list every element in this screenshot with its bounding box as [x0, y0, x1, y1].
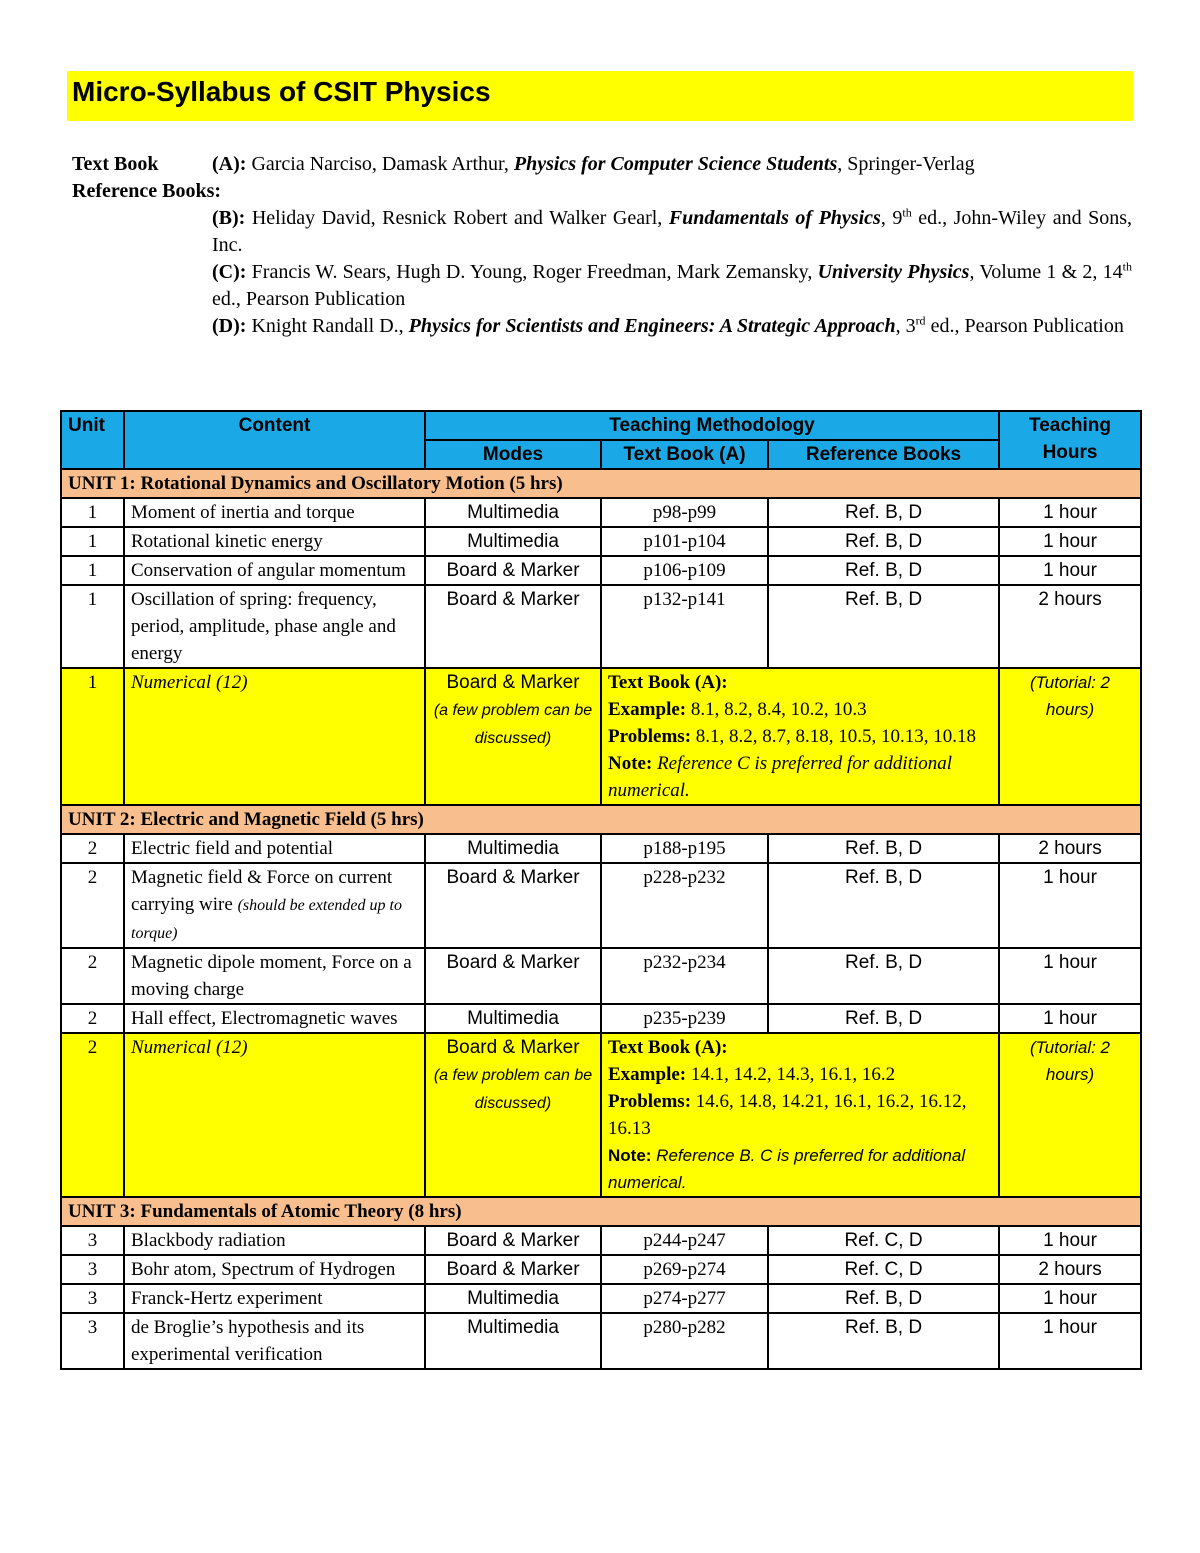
- mode-note: (a few problem can be discussed): [433, 1067, 593, 1112]
- cell-mode: Board & Marker: [425, 1255, 601, 1284]
- example-values: 8.1, 8.2, 8.4, 10.2, 10.3: [686, 699, 867, 720]
- reference-title: University Physics: [817, 261, 970, 283]
- reference-edition-suffix: rd: [915, 313, 926, 328]
- text-book-code: (A):: [212, 153, 247, 175]
- cell-content: Electric field and potential: [124, 834, 425, 863]
- cell-unit: 1: [61, 527, 124, 556]
- header-teaching-methodology: Teaching Methodology: [425, 411, 999, 440]
- cell-pages: p274-p277: [601, 1284, 768, 1313]
- content-text: Magnetic field & Force on current carrying wire: [131, 867, 393, 915]
- cell-mode: Board & Marker: [425, 863, 601, 948]
- header-teaching-hours: [999, 411, 1141, 469]
- text-book-publisher: , Springer-Verlag: [837, 153, 975, 175]
- cell-ref: Ref. B, D: [768, 556, 999, 585]
- cell-hours: 1 hour: [999, 1284, 1141, 1313]
- cell-pages: p244-p247: [601, 1226, 768, 1255]
- reference-authors: Knight Randall D.,: [246, 315, 409, 337]
- table-row: [61, 585, 1141, 668]
- cell-pages: p106-p109: [601, 556, 768, 585]
- cell-hours: 1 hour: [999, 527, 1141, 556]
- cell-mode: [425, 1033, 601, 1197]
- unit-heading-row: [61, 469, 1141, 498]
- header-teaching-hours-line2: Hours: [1042, 442, 1098, 463]
- reference-books-label: Reference Books:: [72, 180, 222, 202]
- reference-code: (B):: [212, 207, 246, 229]
- reference-title: Physics for Scientists and Engineers: A Strategic Approach: [408, 315, 896, 337]
- cell-pages: p132-p141: [601, 585, 768, 668]
- cell-mode: Board & Marker: [425, 1226, 601, 1255]
- cell-pages: p235-p239: [601, 1004, 768, 1033]
- example-label: Example:: [608, 699, 687, 720]
- text-book-ref-label: Text Book (A):: [608, 1037, 728, 1058]
- cell-content: Moment of inertia and torque: [124, 498, 425, 527]
- content-note: (should be extended up to torque): [131, 897, 402, 942]
- cell-ref: Ref. B, D: [768, 527, 999, 556]
- cell-mode: Multimedia: [425, 527, 601, 556]
- cell-content: de Broglie’s hypothesis and its experimental verification: [124, 1313, 425, 1369]
- cell-unit: 1: [61, 556, 124, 585]
- reference-rest: ed., Pearson Publication: [212, 288, 406, 310]
- cell-unit: 2: [61, 1004, 124, 1033]
- header-unit: Unit: [61, 411, 124, 469]
- note-label: Note:: [608, 1146, 652, 1165]
- cell-hours: 1 hour: [999, 863, 1141, 948]
- reference-b: [212, 205, 1132, 259]
- cell-numerical-details: [601, 668, 999, 805]
- tutorial-hours: (Tutorial: 2 hours): [1030, 1038, 1111, 1084]
- note-label: Note:: [608, 753, 653, 774]
- note-text: Reference B. C is preferred for additional numerical.: [608, 1146, 966, 1192]
- table-row: [61, 498, 1141, 527]
- cell-content: Franck-Hertz experiment: [124, 1284, 425, 1313]
- table-row: [61, 834, 1141, 863]
- header-reference-books: Reference Books: [768, 440, 999, 469]
- cell-ref: Ref. C, D: [768, 1226, 999, 1255]
- unit-1-heading: UNIT 1: Rotational Dynamics and Oscillatory Motion (5 hrs): [61, 469, 1141, 498]
- problems-values: 14.6, 14.8, 14.21, 16.1, 16.2, 16.12, 16.13: [608, 1091, 967, 1139]
- cell-mode: Multimedia: [425, 834, 601, 863]
- cell-ref: Ref. C, D: [768, 1255, 999, 1284]
- reference-title: Fundamentals of Physics: [668, 207, 881, 229]
- reference-c: [212, 259, 1132, 313]
- cell-hours: 1 hour: [999, 498, 1141, 527]
- cell-ref: Ref. B, D: [768, 1004, 999, 1033]
- problems-label: Problems:: [608, 1091, 692, 1112]
- cell-unit: 3: [61, 1226, 124, 1255]
- cell-mode: Board & Marker: [425, 585, 601, 668]
- cell-ref: Ref. B, D: [768, 834, 999, 863]
- cell-pages: p280-p282: [601, 1313, 768, 1369]
- unit-heading-row: [61, 805, 1141, 834]
- text-book-label: Text Book: [72, 153, 159, 175]
- reference-edition: , 9: [880, 207, 903, 229]
- cell-pages: p188-p195: [601, 834, 768, 863]
- header-text-book: Text Book (A): [601, 440, 768, 469]
- reference-books-row: [72, 178, 1132, 205]
- reference-edition-suffix: th: [1122, 259, 1132, 274]
- table-row: [61, 1226, 1141, 1255]
- reference-edition: , Volume 1 & 2, 14: [969, 261, 1123, 283]
- cell-content: Rotational kinetic energy: [124, 527, 425, 556]
- text-book-authors: Garcia Narciso, Damask Arthur,: [246, 153, 514, 175]
- header-modes: Modes: [425, 440, 601, 469]
- mode-note: (a few problem can be discussed): [433, 702, 593, 747]
- reference-authors: Francis W. Sears, Hugh D. Young, Roger Freedman, Mark Zemansky,: [246, 261, 818, 283]
- mode-label: Board & Marker: [446, 672, 580, 693]
- cell-hours: 1 hour: [999, 556, 1141, 585]
- cell-unit: 1: [61, 668, 124, 805]
- cell-pages: p232-p234: [601, 948, 768, 1004]
- cell-content: Blackbody radiation: [124, 1226, 425, 1255]
- cell-hours: [999, 1033, 1141, 1197]
- cell-ref: Ref. B, D: [768, 1313, 999, 1369]
- table-row: [61, 556, 1141, 585]
- cell-content: Numerical (12): [124, 1033, 425, 1197]
- syllabus-table: [60, 410, 1142, 1370]
- cell-hours: 2 hours: [999, 834, 1141, 863]
- cell-content: Magnetic dipole moment, Force on a moving charge: [124, 948, 425, 1004]
- text-book-ref-label: Text Book (A):: [608, 672, 728, 693]
- cell-pages: p98-p99: [601, 498, 768, 527]
- unit-2-heading: UNIT 2: Electric and Magnetic Field (5 hrs): [61, 805, 1141, 834]
- header-teaching-hours-line1: Teaching: [1029, 415, 1112, 436]
- cell-mode: Multimedia: [425, 1313, 601, 1369]
- cell-mode: Multimedia: [425, 498, 601, 527]
- cell-unit: 1: [61, 585, 124, 668]
- cell-hours: 1 hour: [999, 948, 1141, 1004]
- cell-content: Oscillation of spring: frequency, period, amplitude, phase angle and energy: [124, 585, 425, 668]
- books-section: [72, 151, 1132, 340]
- cell-hours: 1 hour: [999, 1313, 1141, 1369]
- cell-unit: 3: [61, 1284, 124, 1313]
- cell-unit: 2: [61, 834, 124, 863]
- cell-hours: 2 hours: [999, 1255, 1141, 1284]
- cell-hours: [999, 668, 1141, 805]
- tutorial-hours: (Tutorial: 2 hours): [1030, 673, 1111, 719]
- cell-ref: Ref. B, D: [768, 585, 999, 668]
- header-content: Content: [124, 411, 425, 469]
- cell-content: Conservation of angular momentum: [124, 556, 425, 585]
- table-row: [61, 948, 1141, 1004]
- table-row: [61, 1284, 1141, 1313]
- table-row: [61, 1004, 1141, 1033]
- cell-unit: 2: [61, 1033, 124, 1197]
- numerical-row: [61, 1033, 1141, 1197]
- problems-values: 8.1, 8.2, 8.7, 8.18, 10.5, 10.13, 10.18: [691, 726, 977, 747]
- cell-content: Hall effect, Electromagnetic waves: [124, 1004, 425, 1033]
- cell-unit: 2: [61, 863, 124, 948]
- cell-content: Bohr atom, Spectrum of Hydrogen: [124, 1255, 425, 1284]
- example-label: Example:: [608, 1064, 687, 1085]
- cell-unit: 3: [61, 1255, 124, 1284]
- cell-mode: Multimedia: [425, 1004, 601, 1033]
- reference-code: (D):: [212, 315, 247, 337]
- table-row: [61, 863, 1141, 948]
- cell-ref: Ref. B, D: [768, 498, 999, 527]
- table-row: [61, 1255, 1141, 1284]
- cell-hours: 1 hour: [999, 1004, 1141, 1033]
- cell-hours: 1 hour: [999, 1226, 1141, 1255]
- text-book-row: [72, 151, 1132, 178]
- problems-label: Problems:: [608, 726, 692, 747]
- cell-unit: 1: [61, 498, 124, 527]
- reference-rest: ed., Pearson Publication: [925, 315, 1124, 337]
- cell-unit: 2: [61, 948, 124, 1004]
- note-text: Reference C is preferred for additional numerical.: [608, 753, 953, 801]
- page-title: Micro-Syllabus of CSIT Physics: [67, 71, 1133, 121]
- cell-ref: Ref. B, D: [768, 948, 999, 1004]
- cell-ref: Ref. B, D: [768, 1284, 999, 1313]
- cell-pages: p101-p104: [601, 527, 768, 556]
- unit-heading-row: [61, 1197, 1141, 1226]
- reference-edition: , 3: [895, 315, 916, 337]
- cell-content: Numerical (12): [124, 668, 425, 805]
- cell-pages: p228-p232: [601, 863, 768, 948]
- reference-d: [212, 313, 1132, 340]
- cell-numerical-details: [601, 1033, 999, 1197]
- cell-pages: p269-p274: [601, 1255, 768, 1284]
- reference-edition-suffix: th: [902, 205, 912, 220]
- cell-mode: [425, 668, 601, 805]
- cell-mode: Board & Marker: [425, 556, 601, 585]
- numerical-row: [61, 668, 1141, 805]
- reference-authors: Heliday David, Resnick Robert and Walker Gearl,: [245, 207, 669, 229]
- mode-label: Board & Marker: [446, 1037, 580, 1058]
- table-row: [61, 527, 1141, 556]
- unit-3-heading: UNIT 3: Fundamentals of Atomic Theory (8 hrs): [61, 1197, 1141, 1226]
- cell-mode: Board & Marker: [425, 948, 601, 1004]
- cell-content: [124, 863, 425, 948]
- table-row: [61, 1313, 1141, 1369]
- cell-unit: 3: [61, 1313, 124, 1369]
- reference-rest: ed., John-Wiley and Sons, Inc.: [212, 207, 1133, 256]
- reference-code: (C):: [212, 261, 247, 283]
- cell-mode: Multimedia: [425, 1284, 601, 1313]
- header-row-1: [61, 411, 1141, 440]
- cell-hours: 2 hours: [999, 585, 1141, 668]
- example-values: 14.1, 14.2, 14.3, 16.1, 16.2: [686, 1064, 896, 1085]
- text-book-entry: [212, 151, 975, 178]
- cell-ref: Ref. B, D: [768, 863, 999, 948]
- text-book-title: Physics for Computer Science Students: [513, 153, 838, 175]
